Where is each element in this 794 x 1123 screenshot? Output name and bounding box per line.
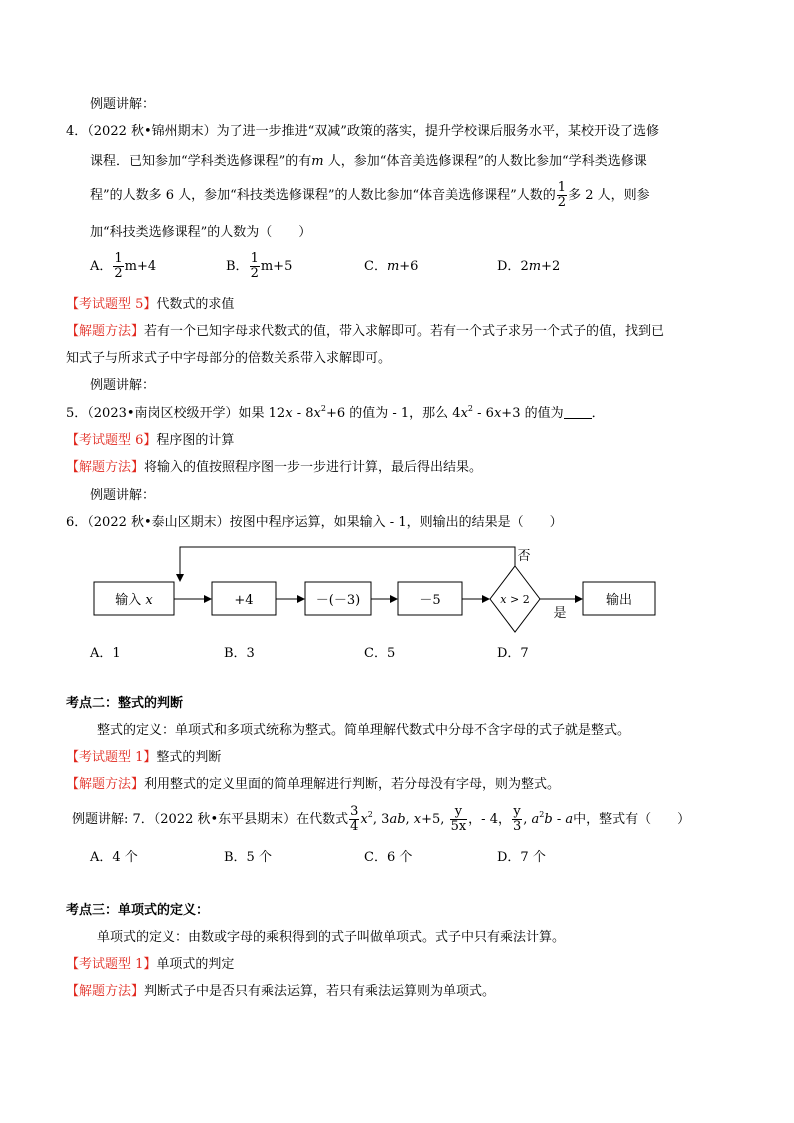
- option-c[interactable]: C．6 个: [364, 850, 413, 865]
- option-a[interactable]: A．4 个: [90, 850, 138, 865]
- option-b[interactable]: [226, 248, 292, 286]
- question-text: +6 的值为 - 1，那么 4: [325, 406, 461, 421]
- no-label: 否: [517, 549, 531, 564]
- type-title: 整式的判断: [156, 750, 222, 765]
- method-tag: 【解题方法】: [66, 460, 145, 475]
- question-text: （2022 秋•泰山区期末）按图中程序运算，如果输入 - 1，则输出的结果是（ ）: [87, 515, 563, 530]
- variable: m: [528, 259, 542, 274]
- denominator: 2: [557, 195, 567, 210]
- step3-label: －5: [419, 593, 441, 608]
- option-text: +6: [399, 259, 419, 274]
- option-label: B．: [226, 259, 249, 274]
- example-label: 例题讲解：: [90, 97, 156, 112]
- exponent: 2: [539, 810, 545, 819]
- option-text: m+5: [260, 259, 293, 274]
- numerator: 1: [557, 180, 567, 195]
- question-text: ，- 4，: [468, 812, 511, 827]
- type-5-method-line1: [66, 323, 664, 341]
- variable: a: [531, 812, 540, 827]
- exponent: 2: [467, 404, 474, 413]
- type-tag: 【考试题型 5】: [66, 297, 157, 312]
- numerator: y: [513, 804, 521, 819]
- variable: b: [544, 812, 553, 827]
- question-number: 5．: [66, 406, 88, 421]
- method-tag: 【解题方法】: [66, 984, 145, 999]
- denominator: 2: [250, 266, 259, 281]
- question-text: ,: [523, 812, 532, 827]
- question-4-line2: [90, 153, 647, 171]
- question-number: 4．: [66, 124, 88, 139]
- variable: a: [565, 812, 574, 827]
- variable: x: [360, 812, 368, 827]
- method-text: 判断式子中是否只有乘法运算，若只有乘法运算则为单项式。: [144, 984, 496, 999]
- type-5-method-line2: 知式子与所求式子中字母部分的倍数关系带入求解即可。: [66, 351, 392, 366]
- variable: m: [311, 154, 324, 169]
- example-label: 例题讲解：: [90, 378, 156, 393]
- type-6-heading: [66, 432, 234, 450]
- method-text: 将输入的值按照程序图一步一步进行计算，最后得出结果。: [144, 460, 483, 475]
- kp2-method: [66, 776, 560, 794]
- option-b[interactable]: B．3: [224, 646, 255, 661]
- option-text: +2: [541, 259, 561, 274]
- method-tag: 【解题方法】: [66, 324, 145, 339]
- option-label: D．: [497, 259, 521, 274]
- type-5-heading: [66, 296, 234, 314]
- question-text: 课程．已知参加“学科类选修课程”的有: [90, 154, 312, 169]
- variable: m: [386, 259, 400, 274]
- fraction: [512, 805, 522, 834]
- kp3-method: [66, 983, 495, 1001]
- question-4-line4: 加“科技类选修课程”的人数为（ ）: [90, 225, 312, 240]
- option-d[interactable]: D．7: [497, 646, 529, 661]
- question-text: （2023•南岗区校级开学）如果 12: [87, 406, 286, 421]
- type-tag: 【考试题型 1】: [66, 750, 157, 765]
- question-text: （2022 秋•锦州期末）为了进一步推进“双减”政策的落实，提升学校课后服务水平，某校开设了选修: [87, 124, 659, 139]
- option-c[interactable]: [364, 258, 418, 276]
- option-b[interactable]: B．5 个: [224, 850, 272, 865]
- question-text: 程”的人数多 6 人，参加“科技类选修课程”的人数比参加“体音美选修课程”人数的: [90, 188, 556, 203]
- kp3-title: 考点三：单项式的定义：: [66, 903, 210, 918]
- exponent: 2: [367, 810, 373, 819]
- fraction: [250, 252, 260, 281]
- question-text: , 3: [372, 812, 390, 827]
- option-label: C．: [364, 259, 387, 274]
- step2-label: －(－3): [315, 593, 361, 608]
- question-text: - 6: [473, 406, 494, 421]
- question-4-line1: [66, 123, 659, 141]
- numerator: 1: [114, 251, 123, 266]
- option-d[interactable]: D．7 个: [497, 850, 546, 865]
- question-7: [72, 800, 690, 840]
- exponent: 2: [320, 404, 326, 413]
- denominator: 4: [350, 819, 359, 834]
- type-6-method: [66, 459, 482, 477]
- fraction: [349, 805, 359, 834]
- denominator: 3: [512, 819, 522, 834]
- yes-label: 是: [553, 606, 567, 621]
- kp2-title: 考点二：整式的判断: [66, 696, 184, 711]
- option-a[interactable]: A．1: [90, 646, 121, 661]
- option-c[interactable]: C．5: [364, 646, 396, 661]
- question-text: ．: [591, 406, 605, 421]
- question-6: [66, 514, 563, 532]
- variable: ab: [389, 812, 406, 827]
- kp3-definition: 单项式的定义：由数或字母的乘积得到的式子叫做单项式。式子中只有乘法计算。: [97, 930, 566, 945]
- variable: x: [285, 406, 293, 421]
- fraction: [557, 181, 567, 210]
- question-text: 人，参加“体音美选修课程”的人数比参加“学科类选修课: [327, 154, 647, 169]
- numerator: 3: [350, 804, 359, 819]
- variable: x: [413, 812, 422, 827]
- denominator: 5x: [450, 819, 467, 834]
- question-text: 例题讲解: 7．（2022 秋•东平县期末）在代数式: [72, 812, 349, 827]
- denominator: 2: [114, 266, 123, 281]
- kp2-type-heading: [66, 749, 221, 767]
- program-flowchart: [0, 540, 794, 640]
- question-text: +5,: [421, 812, 449, 827]
- example-label: 例题讲解：: [90, 488, 156, 503]
- input-label: 输入 x: [115, 593, 153, 608]
- variable: x: [313, 406, 321, 421]
- fraction: [113, 252, 123, 281]
- step1-label: +4: [234, 593, 254, 608]
- type-title: 程序图的计算: [156, 433, 235, 448]
- kp3-type-heading: [66, 956, 234, 974]
- option-text: 2: [520, 259, 529, 274]
- question-number: 6．: [66, 515, 88, 530]
- numerator: y: [450, 805, 468, 820]
- option-a[interactable]: [90, 248, 156, 286]
- type-title: 单项式的判定: [156, 957, 235, 972]
- fraction: [450, 805, 468, 834]
- question-text: 多 2 人，则参: [568, 188, 650, 203]
- method-text: 若有一个已知字母求代数式的值，带入求解即可。若有一个式子求另一个式子的值，找到已: [144, 324, 665, 339]
- method-text: 利用整式的定义里面的简单理解进行判断，若分母没有字母，则为整式。: [144, 777, 561, 792]
- output-label: 输出: [605, 593, 633, 608]
- question-text: +3 的值为: [501, 406, 564, 421]
- numerator: 1: [250, 251, 259, 266]
- option-label: A．: [90, 259, 113, 274]
- option-d[interactable]: [497, 258, 560, 276]
- variable: x: [460, 406, 468, 421]
- type-tag: 【考试题型 6】: [66, 433, 157, 448]
- method-tag: 【解题方法】: [66, 777, 145, 792]
- question-text: 中，整式有（ ）: [573, 812, 691, 827]
- option-text: m+4: [124, 259, 157, 274]
- question-text: ,: [405, 812, 414, 827]
- condition-label: x > 2: [500, 593, 530, 606]
- question-4-line3: [90, 176, 650, 216]
- type-tag: 【考试题型 1】: [66, 957, 157, 972]
- kp2-definition: 整式的定义：单项式和多项式统称为整式。简单理解代数式中分母不含字母的式子就是整式。: [97, 723, 631, 738]
- variable: x: [493, 406, 502, 421]
- answer-blank[interactable]: [564, 406, 592, 419]
- question-text: - 8: [292, 406, 314, 421]
- question-5: [66, 405, 605, 423]
- question-text: -: [552, 812, 566, 827]
- type-title: 代数式的求值: [156, 297, 235, 312]
